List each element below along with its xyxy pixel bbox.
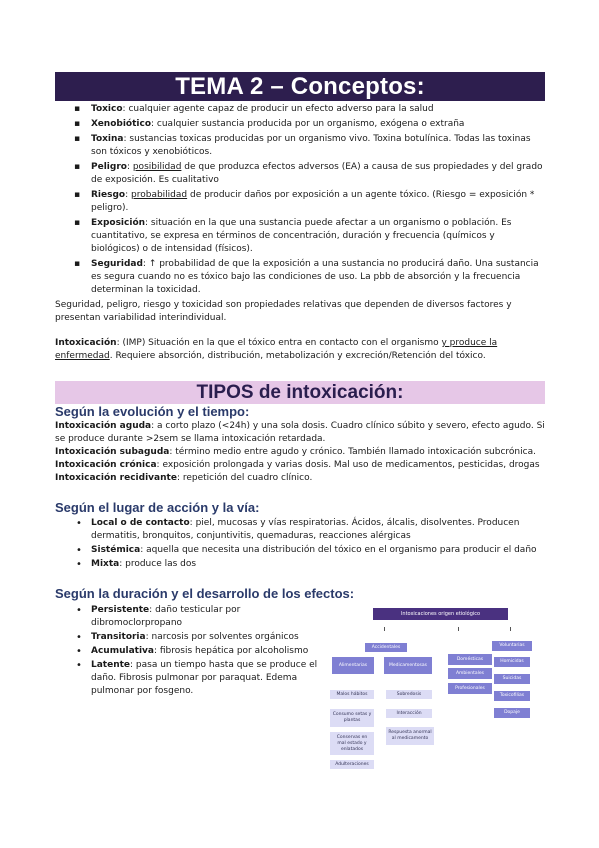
- leaf-consumo-setas: Consumo setas y plantas: [330, 709, 374, 727]
- duracion-item: [55, 631, 325, 644]
- evolucion-item: [55, 459, 545, 472]
- duracion-text: : narcosis por solventes orgánicos: [145, 632, 299, 642]
- definition-term: Seguridad: [91, 259, 143, 269]
- diagram-connector: [384, 627, 385, 631]
- leaf-interaccion: Interacción: [386, 709, 432, 718]
- evolucion-text: : término medio entre agudo y crónico. También llamado intoxicación subcrónica.: [169, 447, 536, 457]
- page-title: TEMA 2 – Conceptos:: [55, 72, 545, 101]
- lugar-text: : aquella que necesita una distribución del tóxico en el organismo para producir el daño: [140, 545, 537, 555]
- intoxicacion-term: Intoxicación: [55, 338, 117, 348]
- lugar-item: [55, 544, 545, 557]
- evolucion-term: Intoxicación subaguda: [55, 447, 170, 457]
- node-accidentales: Accidentales: [365, 643, 407, 652]
- node-profesionales: Profesionales: [448, 683, 492, 694]
- evolucion-text: : exposición prolongada y varias dosis. Mal uso de medicamentos, pesticidas, drogas: [156, 460, 540, 470]
- definition-item: [55, 103, 545, 116]
- node-alimentarias: Alimentarias: [332, 657, 374, 674]
- diagram-connector: [458, 627, 459, 631]
- lugar-term: Local o de contacto: [91, 518, 190, 528]
- definition-sep: :: [126, 162, 133, 172]
- evolucion-item: [55, 446, 545, 459]
- definition-underlined: probabilidad: [131, 190, 188, 200]
- duracion-text: : daño testicular por dibromoclorpropano: [91, 605, 241, 628]
- definition-item: [55, 133, 545, 159]
- evolucion-block: [55, 420, 545, 485]
- definition-sep: :: [125, 190, 132, 200]
- intoxicacion-definition: [55, 337, 545, 363]
- definition-item: [55, 258, 545, 297]
- leaf-respuesta-anormal: Respuesta anormal al medicamento: [386, 727, 434, 745]
- lugar-term: Sistémica: [91, 545, 141, 555]
- evolucion-term: Intoxicación aguda: [55, 421, 152, 431]
- evolucion-text: : a corto plazo (<24h) y una sola dosis. Cuadro clínico súbito y severo, efecto agudo. Si se produce durante >2sem se llama intoxicación retardada.: [55, 421, 545, 444]
- lugar-item: [55, 517, 545, 543]
- diagram-connector: [510, 627, 511, 631]
- definition-text: de que produzca efectos adversos (EA) a causa de sus propiedades y del grado de exposición. Es cualitativo: [91, 162, 543, 185]
- leaf-malos-habitos: Malos hábitos: [330, 690, 374, 699]
- lugar-item: [55, 558, 545, 571]
- definition-item: [55, 189, 545, 215]
- definition-term: Peligro: [91, 162, 127, 172]
- node-homicidas: Homicidas: [494, 657, 530, 667]
- duracion-item: [55, 604, 325, 630]
- definition-term: Toxina: [91, 134, 124, 144]
- definition-term: Exposición: [91, 218, 146, 228]
- leaf-sobredosis: Sobredosis: [386, 690, 432, 699]
- evolucion-term: Intoxicación crónica: [55, 460, 157, 470]
- evolucion-term: Intoxicación recidivante: [55, 473, 177, 483]
- duracion-term: Transitoria: [91, 632, 146, 642]
- heading-duracion: Según la duración y el desarrollo de los efectos:: [55, 586, 355, 601]
- lugar-text: : produce las dos: [119, 559, 197, 569]
- node-suicidas: Suicidas: [494, 674, 530, 684]
- duracion-term: Latente: [91, 660, 131, 670]
- node-dopaje: Dopaje: [494, 708, 530, 718]
- definition-item: [55, 161, 545, 187]
- duracion-term: Persistente: [91, 605, 150, 615]
- definition-term: Riesgo: [91, 190, 126, 200]
- evolucion-item: [55, 420, 545, 446]
- node-ambientales: Ambientales: [448, 668, 492, 679]
- evolucion-text: : repetición del cuadro clínico.: [176, 473, 313, 483]
- definition-text: : cualquier sustancia producida por un organismo, exógena o extraña: [151, 119, 465, 129]
- node-voluntarias: Voluntarias: [492, 641, 532, 651]
- definition-text: : sustancias toxicas producidas por un organismo vivo. Toxina botulínica. Todas las toxinas son tóxicos y xenobióticos.: [91, 134, 531, 157]
- node-toxicofilias: Toxicofilias: [494, 691, 530, 701]
- lugar-text: : piel, mucosas y vías respiratorias. Ácidos, álcalis, disolventes. Producen dermatitis, bronquitos, conjuntivitis, quemaduras, reacciones alérgicas: [91, 518, 520, 541]
- duracion-text: : pasa un tiempo hasta que se produce el daño. Fibrosis pulmonar por paraquat. Edema pulmonar por fosgeno.: [91, 660, 318, 696]
- duracion-block: [55, 604, 325, 699]
- evolucion-item: [55, 472, 545, 485]
- lugar-list: [55, 517, 545, 571]
- section-title: TIPOS de intoxicación:: [55, 381, 545, 404]
- definition-underlined: posibilidad: [132, 162, 182, 172]
- intoxicacion-underlined: y produce la enfermedad: [55, 338, 498, 361]
- node-domesticas: Domésticas: [448, 654, 492, 665]
- diagram-title: Intoxicaciones origen etiológico: [373, 608, 508, 620]
- definition-text: : ↑ probabilidad de que la exposición a una sustancia no producirá daño. Una sustancia es segura cuando no es tóxico bajo las condiciones de uso. La pbb de absorción y la frecuencia determinan la toxicidad.: [91, 259, 539, 295]
- duracion-item: [55, 659, 325, 698]
- node-medicamentosas: Medicamentosas: [384, 657, 432, 674]
- intoxicacion-text-b: . Requiere absorción, distribución, metabolización y excreción/Retención del tóxico.: [109, 351, 486, 361]
- lugar-block: [55, 517, 545, 572]
- relative-note: Seguridad, peligro, riesgo y toxicidad son propiedades relativas que dependen de diversos factores y presentan variabilidad interindividual.: [55, 300, 512, 323]
- definition-term: Xenobiótico: [91, 119, 152, 129]
- definition-text: : situación en la que una sustancia puede afectar a un organismo o población. Es cuantitativo, se expresa en términos de concentración, duración y frecuencia (químicos y biológicos) o de intensidad (físicos).: [91, 218, 512, 254]
- definition-term: Toxico: [91, 104, 123, 114]
- heading-evolucion: Según la evolución y el tiempo:: [55, 404, 250, 419]
- definition-text: : cualquier agente capaz de producir un efecto adverso para la salud: [122, 104, 434, 114]
- intoxicacion-text-a: : (IMP) Situación en la que el tóxico entra en contacto con el organismo: [116, 338, 442, 348]
- duracion-term: Acumulativa: [91, 646, 154, 656]
- lugar-term: Mixta: [91, 559, 120, 569]
- heading-lugar: Según el lugar de acción y la vía:: [55, 500, 260, 515]
- definition-item: [55, 118, 545, 131]
- etiology-diagram: [320, 605, 535, 775]
- definition-text: de producir daños por exposición a un agente tóxico. (Riesgo = exposición * peligro).: [91, 190, 535, 213]
- duracion-item: [55, 645, 325, 658]
- leaf-adulteraciones: Adulteraciones: [330, 760, 374, 769]
- definitions-block: [55, 103, 545, 363]
- definitions-list: [55, 103, 545, 297]
- leaf-conservas: Conservas en mal estado y enlatados: [330, 732, 374, 755]
- definition-item: [55, 217, 545, 256]
- duracion-text: : fibrosis hepática por alcoholismo: [153, 646, 309, 656]
- duracion-list: [55, 604, 325, 698]
